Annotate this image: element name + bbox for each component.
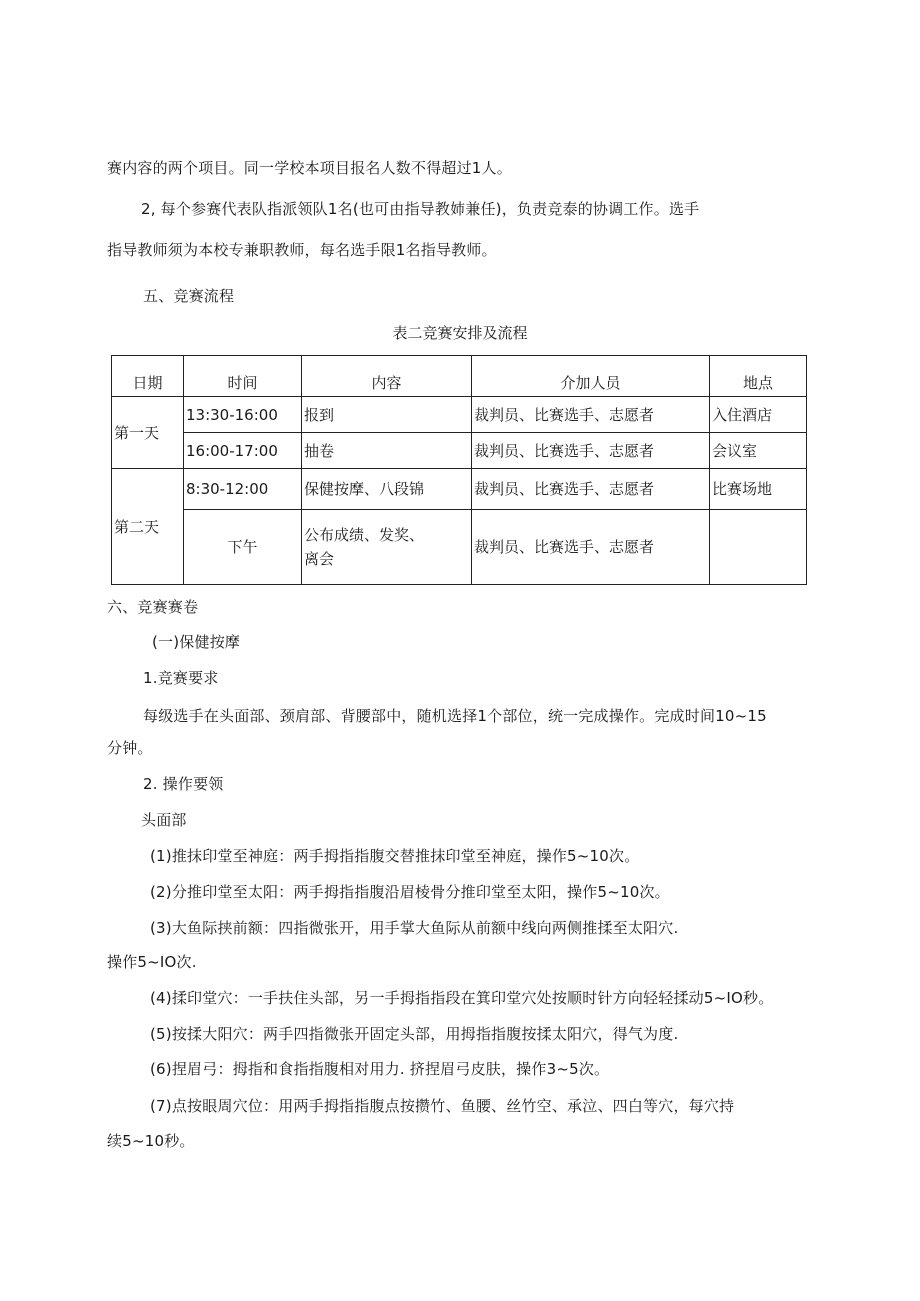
people-cell: 裁判员、比赛选手、志愿者 bbox=[472, 510, 710, 585]
content-cell: 抽卷 bbox=[302, 433, 472, 469]
step-line: (3)大鱼际挟前额：四指微张开，用手掌大鱼际从前额中线向两侧推揉至太阳穴. bbox=[150, 919, 679, 937]
place-cell bbox=[710, 510, 807, 585]
time-cell: 13:30-16:00 bbox=[184, 397, 302, 433]
paragraph-line: 指导教师须为本校专兼职教师，每名选手限1名指导教师。 bbox=[107, 241, 497, 259]
people-cell: 裁判员、比赛选手、志愿者 bbox=[472, 397, 710, 433]
header-content: 内容 bbox=[302, 356, 472, 397]
table-caption: 表二竞赛安排及流程 bbox=[392, 324, 528, 342]
time-cell: 16:00-17:00 bbox=[184, 433, 302, 469]
schedule-table bbox=[111, 355, 807, 585]
people-cell: 裁判员、比赛选手、志愿者 bbox=[472, 469, 710, 510]
header-date: 日期 bbox=[112, 356, 184, 397]
place-cell: 会议室 bbox=[710, 433, 807, 469]
step-line: 操作5~IO次. bbox=[107, 953, 197, 971]
place-cell: 比赛场地 bbox=[710, 469, 807, 510]
content-line: 公布成绩、发奖、 bbox=[304, 526, 425, 544]
time-cell: 下午 bbox=[184, 510, 302, 585]
item-heading: 2. 操作要领 bbox=[143, 775, 224, 793]
part-heading: 头面部 bbox=[141, 811, 187, 829]
table-header-row bbox=[112, 356, 807, 397]
content-cell: 报到 bbox=[302, 397, 472, 433]
table-row bbox=[112, 510, 807, 585]
time-cell: 8:30-12:00 bbox=[184, 469, 302, 510]
header-time: 时间 bbox=[184, 356, 302, 397]
subsection-heading: (一)保健按摩 bbox=[152, 633, 241, 651]
table-row bbox=[112, 469, 807, 510]
step-line: (1)推抹印堂至神庭：两手拇指指腹交替推抹印堂至神庭，操作5~10次。 bbox=[150, 847, 640, 865]
step-line: (6)捏眉弓：拇指和食指指腹相对用力. 挤捏眉弓皮肤，操作3~5次。 bbox=[150, 1060, 610, 1078]
content-cell: 保健按摩、八段锦 bbox=[302, 469, 472, 510]
day-cell: 第二天 bbox=[112, 469, 184, 585]
table-row bbox=[112, 397, 807, 433]
paragraph-line: 2, 每个参赛代表队指派领队1名(也可由指导教姉兼任)，负责竞泰的协调工作。选手 bbox=[141, 200, 700, 218]
paragraph-line: 赛内容的两个项目。同一学校本项目报名人数不得超过1人。 bbox=[107, 159, 512, 177]
paragraph-line: 分钟。 bbox=[107, 739, 153, 757]
step-line: 续5~10秒。 bbox=[107, 1132, 195, 1150]
step-line: (5)按揉大阳穴：两手四指微张开固定头部，用拇指指腹按揉太阳穴，得气为度. bbox=[150, 1025, 679, 1043]
step-line: (7)点按眼周穴位：用两手拇指指腹点按攒竹、鱼腰、丝竹空、承泣、四白等穴，每穴持 bbox=[150, 1097, 735, 1115]
place-cell: 入住酒店 bbox=[710, 397, 807, 433]
section-heading: 五、竞赛流程 bbox=[143, 287, 235, 305]
day-cell: 第一天 bbox=[112, 397, 184, 469]
section-heading: 六、竞赛赛卷 bbox=[107, 598, 199, 616]
people-cell: 裁判员、比赛选手、志愿者 bbox=[472, 433, 710, 469]
header-people: 介加人员 bbox=[472, 356, 710, 397]
item-heading: 1.竞赛要求 bbox=[143, 669, 219, 687]
paragraph-line: 每级选手在头面部、颈肩部、背腰部中，随机选择1个部位，统一完成操作。完成时间10~15 bbox=[143, 707, 767, 725]
content-cell bbox=[302, 510, 472, 585]
step-line: (4)揉印堂穴：一手扶住头部，另一手拇指指段在箕印堂穴处按顺时针方向轻轻揉动5~IO秒。 bbox=[150, 989, 774, 1007]
step-line: (2)分推印堂至太阳：两手拇指指腹沿眉棱骨分推印堂至太阳，操作5~10次。 bbox=[150, 883, 670, 901]
content-line: 离会 bbox=[304, 550, 335, 568]
header-place: 地点 bbox=[710, 356, 807, 397]
table-row bbox=[112, 433, 807, 469]
